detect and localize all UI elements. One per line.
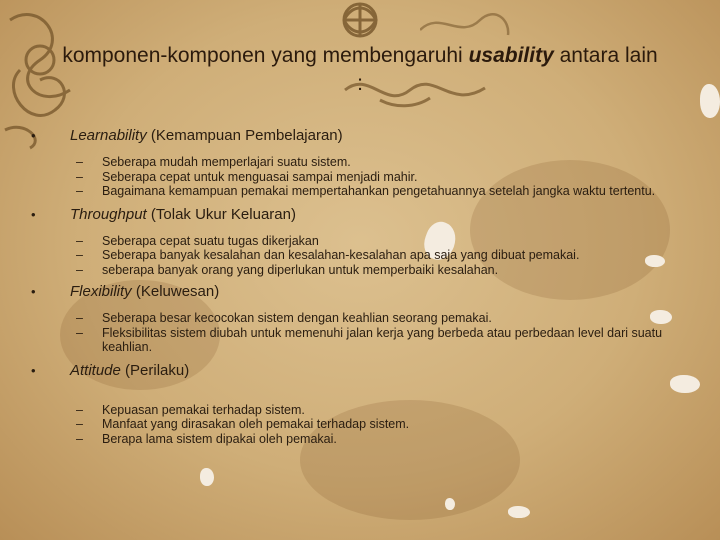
bullet-marker: • [31,284,36,299]
parchment-hole [508,506,530,518]
section-attitude [28,361,668,381]
section-heading-term: Learnability [70,127,147,144]
section-heading-term: Flexibility [70,283,132,300]
section-heading-rest: (Kemampuan Pembelajaran) [146,127,343,144]
section-learnability [28,126,668,146]
sub-item: – Seberapa besar kecocokan sistem dengan keahlian seorang pemakai. [76,311,492,325]
bullet-marker: • [31,206,36,222]
section-heading-rest: (Keluwesan) [131,283,220,300]
sub-item: – Bagaimana kemampuan pemakai mempertahankan pengetahuannya setelah jangka waktu tertentu. [76,184,656,198]
section-throughput [28,205,668,225]
bullet-list [28,126,668,446]
sub-item: – Seberapa mudah memperlajari suatu sistem. [76,155,351,169]
section-heading-term: Attitude [70,361,121,379]
title-text-end: antara lain [553,44,658,67]
sub-item: – Seberapa cepat suatu tugas dikerjakan [76,233,319,248]
title-text: komponen-komponen yang membengaruhi [62,44,469,67]
section-heading-rest: (Perilaku) [120,361,190,379]
sub-item: – Kepuasan pemakai terhadap sistem. [76,402,305,417]
parchment-hole [200,468,214,486]
section-heading-rest: (Tolak Ukur Keluaran) [146,205,296,223]
section-heading-term: Throughput [70,205,147,223]
sub-item: – Manfaat yang dirasakan oleh pemakai terhadap sistem. [76,417,410,431]
section-flexibility [28,282,668,302]
title-emphasis: usability [468,44,554,67]
sub-item: – seberapa banyak orang yang diperlukan untuk memperbaiki kesalahan. [76,262,499,277]
sub-item: – Fleksibilitas sistem diubah untuk memenuhi jalan kerja yang berbeda atau perbedaan level dari suatu keahlian. [76,325,663,354]
sub-item: – Berapa lama sistem dipakai oleh pemakai. [76,431,337,446]
sub-item: – Seberapa cepat untuk menguasai sampai menjadi mahir. [76,169,418,184]
bullet-marker: • [31,128,36,143]
parchment-hole [445,498,455,510]
parchment-hole [670,375,700,393]
slide-title [30,42,690,98]
bullet-marker: • [31,362,36,378]
parchment-hole [700,84,720,118]
sub-item: – Seberapa banyak kesalahan dan kesalahan-kesalahan apa saja yang dibuat pemakai. [76,248,580,262]
title-colon: : [357,72,363,95]
